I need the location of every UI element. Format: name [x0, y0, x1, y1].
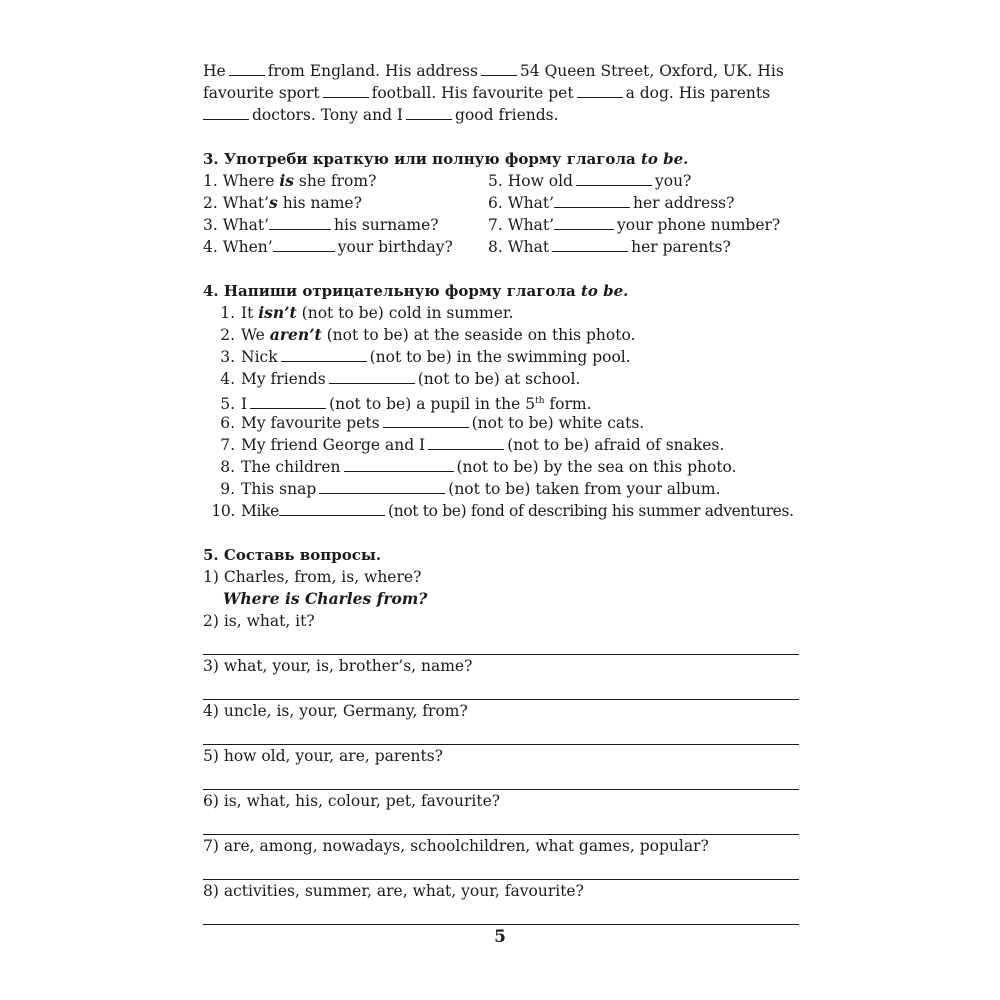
item-text: 6. What’ [488, 194, 555, 212]
item-text: 8. What [488, 238, 550, 256]
page-number: 5 [494, 927, 506, 947]
item-number: 9. [220, 480, 235, 498]
example-answer: aren’t [269, 325, 322, 344]
exercise-5-example-question: 1) Charles, from, is, where? [203, 568, 422, 586]
item-text: (not to be) white cats. [471, 414, 645, 432]
blank[interactable] [577, 82, 623, 98]
item-text: 5. How old [488, 172, 573, 190]
answer-line[interactable] [203, 902, 799, 925]
exercise-5-example-answer: Where is Charles from? [223, 589, 428, 608]
blank[interactable] [279, 500, 385, 516]
item-text: her address? [633, 194, 735, 212]
item-number: 4. [220, 370, 235, 388]
exercise-4-title-en: to be. [580, 282, 629, 300]
blank[interactable] [269, 214, 331, 230]
item-text: form. [544, 395, 592, 414]
intro-text: He [203, 62, 226, 80]
item-text: (not to be) at the seaside on this photo. [321, 326, 636, 344]
item-text: Nick [241, 348, 278, 366]
blank[interactable] [229, 60, 265, 76]
exercise-5-item: 4) uncle, is, your, Germany, from? [203, 702, 468, 720]
item-text: My friends [241, 370, 326, 388]
exercise-3-item [203, 236, 488, 258]
exercise-4-item [203, 346, 799, 368]
item-text: (not to be) afraid of snakes. [507, 436, 725, 454]
exercise-4-item [203, 302, 799, 324]
item-number: 5. [220, 395, 235, 414]
example-answer: isn’t [258, 303, 297, 322]
item-text: (not to be) in the swimming pool. [369, 348, 631, 366]
spacer [203, 258, 799, 280]
exercise-5-item: 8) activities, summer, are, what, your, favourite? [203, 882, 584, 900]
exercise-5-item: 3) what, your, is, brother’s, name? [203, 657, 473, 675]
blank[interactable] [383, 412, 469, 428]
item-text: (not to be) fond of describing his summer adventures. [388, 502, 794, 520]
exercise-3-item [488, 170, 799, 192]
example-answer: s [269, 193, 278, 212]
spacer [203, 126, 799, 148]
exercise-3-item [488, 192, 799, 214]
item-text: This snap [241, 480, 317, 498]
example-answer: is [279, 171, 294, 190]
item-text: (not to be) cold in summer. [296, 304, 514, 322]
item-text: (not to be) by the sea on this photo. [456, 458, 737, 476]
intro-text: favourite sport [203, 84, 320, 102]
exercise-4-item [203, 390, 799, 412]
answer-line[interactable] [203, 677, 799, 700]
item-number: 8. [220, 458, 235, 476]
blank[interactable] [203, 104, 249, 120]
exercise-4-item [203, 368, 799, 390]
intro-text: from England. His address [267, 62, 478, 80]
blank[interactable] [481, 60, 517, 76]
blank[interactable] [428, 434, 504, 450]
exercise-3-item [488, 236, 799, 258]
item-text: she from? [293, 172, 377, 190]
blank[interactable] [554, 214, 614, 230]
intro-line-2 [203, 82, 799, 104]
exercise-5-title: 5. Составь вопросы. [203, 546, 382, 564]
exercise-3-item [203, 214, 488, 236]
blank[interactable] [250, 393, 326, 409]
blank[interactable] [281, 346, 367, 362]
item-text: his surname? [334, 216, 439, 234]
item-number: 6. [220, 414, 235, 432]
item-number: 2. [220, 326, 235, 344]
exercise-3-item [203, 192, 488, 214]
exercise-5-item: 7) are, among, nowadays, schoolchildren, what games, popular? [203, 837, 709, 855]
exercise-3-item [488, 214, 799, 236]
intro-line-3 [203, 104, 799, 126]
answer-line[interactable] [203, 857, 799, 880]
intro-text: good friends. [455, 106, 559, 124]
item-number: 10. [211, 502, 235, 520]
item-number: 7. [220, 436, 235, 454]
item-text: The children [241, 458, 341, 476]
item-text: 7. What’ [488, 216, 555, 234]
exercise-4-item [203, 434, 799, 456]
blank[interactable] [406, 104, 452, 120]
item-text: her parents? [631, 238, 731, 256]
answer-line[interactable] [203, 632, 799, 655]
exercise-3-title-en: to be. [640, 150, 689, 168]
blank[interactable] [576, 170, 652, 186]
item-number: 3. [220, 348, 235, 366]
item-number: 1. [220, 304, 235, 322]
intro-text: 54 Queen Street, Oxford, UK. His [519, 62, 784, 80]
intro-text: football. His favourite pet [371, 84, 574, 102]
exercise-3-items [203, 170, 799, 258]
exercise-5-item: 5) how old, your, are, parents? [203, 747, 443, 765]
exercise-4-title [203, 280, 799, 302]
item-text: My favourite pets [241, 414, 380, 432]
item-text: (not to be) at school. [417, 370, 581, 388]
item-text: (not to be) taken from your album. [448, 480, 721, 498]
superscript: th [535, 396, 545, 406]
exercise-3-left-column [203, 170, 488, 258]
item-text: your phone number? [617, 216, 781, 234]
exercise-4-title-ru: 4. Напиши отрицательную форму глагола [203, 282, 576, 300]
blank[interactable] [554, 192, 630, 208]
blank[interactable] [319, 478, 445, 494]
exercise-4-item [203, 456, 799, 478]
answer-line[interactable] [203, 812, 799, 835]
blank[interactable] [552, 236, 628, 252]
item-text: your birthday? [337, 238, 453, 256]
item-text: I [241, 395, 248, 414]
item-text: 2. What’ [203, 194, 270, 212]
intro-text: doctors. Tony and I [252, 106, 404, 124]
exercise-3-item [203, 170, 488, 192]
answer-line[interactable] [203, 767, 799, 790]
item-text: 3. What’ [203, 216, 270, 234]
exercise-4-item [203, 500, 799, 522]
item-text: We [241, 326, 270, 344]
exercise-4-item [203, 324, 799, 346]
item-text: you? [654, 172, 692, 190]
item-text: (not to be) a pupil in the 5 [329, 395, 536, 414]
item-text: 4. When’ [203, 238, 273, 256]
blank[interactable] [344, 456, 454, 472]
exercise-3-title [203, 148, 799, 170]
exercise-4-item [203, 412, 799, 434]
item-text: his name? [277, 194, 362, 212]
blank[interactable] [323, 82, 369, 98]
exercise-3-right-column [488, 170, 799, 258]
intro-text: a dog. His parents [625, 84, 771, 102]
item-text: Mike [241, 502, 279, 520]
worksheet [203, 60, 799, 925]
exercise-5-item: 2) is, what, it? [203, 612, 315, 630]
item-text: 1. Where [203, 172, 280, 190]
spacer [203, 522, 799, 544]
exercise-4-item [203, 478, 799, 500]
answer-line[interactable] [203, 722, 799, 745]
blank[interactable] [329, 368, 415, 384]
exercise-4-items [203, 302, 799, 522]
item-text: It [241, 304, 259, 322]
intro-line-1 [203, 60, 799, 82]
blank[interactable] [273, 236, 335, 252]
exercise-5-item: 6) is, what, his, colour, pet, favourite? [203, 792, 501, 810]
item-text: My friend George and I [241, 436, 426, 454]
exercise-3-title-ru: 3. Употреби краткую или полную форму глагола [203, 150, 636, 168]
